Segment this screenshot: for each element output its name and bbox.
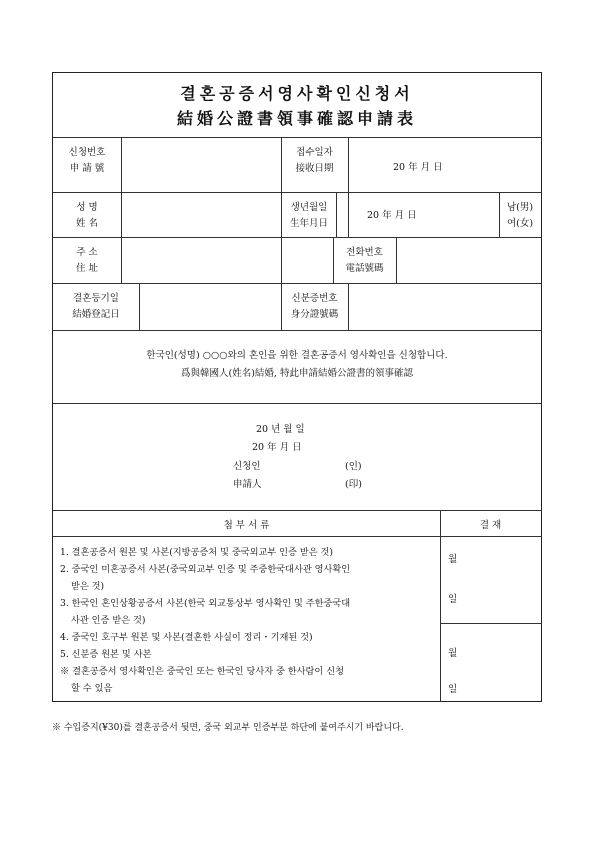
- row-divider: [53, 137, 541, 138]
- approval-day-a: 일: [448, 594, 458, 605]
- approval-divider: [440, 623, 541, 624]
- statement-korean: 한국인(성명) ○○○와의 혼인을 위한 결혼공증서 영사확인을 신청합니다.: [146, 350, 448, 361]
- approval-header: 결 재: [479, 520, 502, 531]
- attachment-item: 5. 신분증 원본 및 사본: [60, 649, 152, 660]
- address-label: 주 소 住 址: [75, 247, 99, 274]
- marriage-reg-label: 결혼등기일 結婚登記日: [72, 293, 120, 320]
- seal-korean: (인): [345, 461, 362, 472]
- col-divider: [348, 283, 349, 330]
- form-title-korean: 결혼공증서영사확인신청서: [180, 84, 414, 103]
- row-divider: [53, 536, 541, 537]
- seal-chinese: (印): [345, 479, 362, 490]
- approval-month-b: 월: [448, 648, 458, 659]
- attachment-item: 2. 중국인 미혼공증서 사본(중국외교부 인증 및 주중한국대사관 영사확인: [60, 564, 351, 575]
- applicant-label-korean: 신청인: [233, 461, 261, 472]
- attachment-item: 4. 중국인 호구부 원본 및 사본(결혼한 사실이 정리・기재된 것): [60, 632, 313, 643]
- approval-day-b: 일: [448, 684, 458, 695]
- receipt-date-value: 20 年 月 日: [393, 162, 443, 173]
- attachment-item: 1. 결혼공증서 원본 및 사본(지방공증처 및 중국외교부 인증 받은 것): [60, 547, 333, 558]
- col-divider: [121, 237, 122, 283]
- applicant-label-chinese: 申請人: [233, 479, 262, 490]
- attachment-item: 사관 인증 받은 것): [71, 615, 146, 626]
- row-divider: [53, 283, 541, 284]
- birth-date-label: 생년월일 生年月日: [289, 202, 328, 229]
- attachment-item: 할 수 있음: [71, 683, 113, 694]
- application-form: [52, 72, 542, 702]
- row-divider: [53, 192, 541, 193]
- date-line-korean: 20 년 월 일: [256, 424, 305, 435]
- attachments-header: 첨 부 서 류: [223, 520, 270, 531]
- row-divider: [53, 403, 541, 404]
- stamp-footnote: ※ 수입증지(¥30)를 결혼공증서 뒷면, 중국 외교부 인증부분 하단에 붙여주시기 바랍니다.: [52, 723, 404, 733]
- app-no-label: 신청번호 申 請 號: [68, 147, 106, 174]
- statement-chinese: 爲與韓國人(姓名)結婚, 特此申請結婚公證書的領事確認: [181, 368, 413, 379]
- col-divider: [348, 137, 349, 238]
- date-line-chinese: 20 年 月 日: [252, 442, 302, 453]
- receipt-date-label: 접수일자 接收日期: [295, 147, 334, 174]
- col-divider: [396, 237, 397, 283]
- name-label: 성 명 姓 名: [75, 202, 99, 229]
- form-title-hanja: 結婚公證書領事確認申請表: [176, 109, 417, 128]
- col-divider: [139, 283, 140, 330]
- row-divider: [53, 330, 541, 331]
- attachment-item: ※ 결혼공증서 영사확인은 중국인 또는 한국인 당사자 중 한사람이 신청: [60, 666, 344, 677]
- birth-date-value: 20 年 月 日: [367, 210, 417, 221]
- id-number-label: 신분증번호 身分證號碼: [290, 293, 339, 320]
- attachments-list: [60, 544, 350, 697]
- approval-month-a: 월: [448, 554, 458, 565]
- row-divider: [53, 510, 541, 511]
- gender-options[interactable]: 남(男) 여(女): [506, 202, 534, 229]
- row-divider: [53, 237, 541, 238]
- phone-label: 전화번호 電話號碼: [345, 247, 384, 274]
- col-divider: [440, 510, 441, 701]
- attachment-item: 3. 한국인 혼인상황공증서 사본(한국 외교통상부 영사확인 및 주한중국대: [60, 598, 351, 609]
- attachment-item: 받은 것): [71, 581, 105, 592]
